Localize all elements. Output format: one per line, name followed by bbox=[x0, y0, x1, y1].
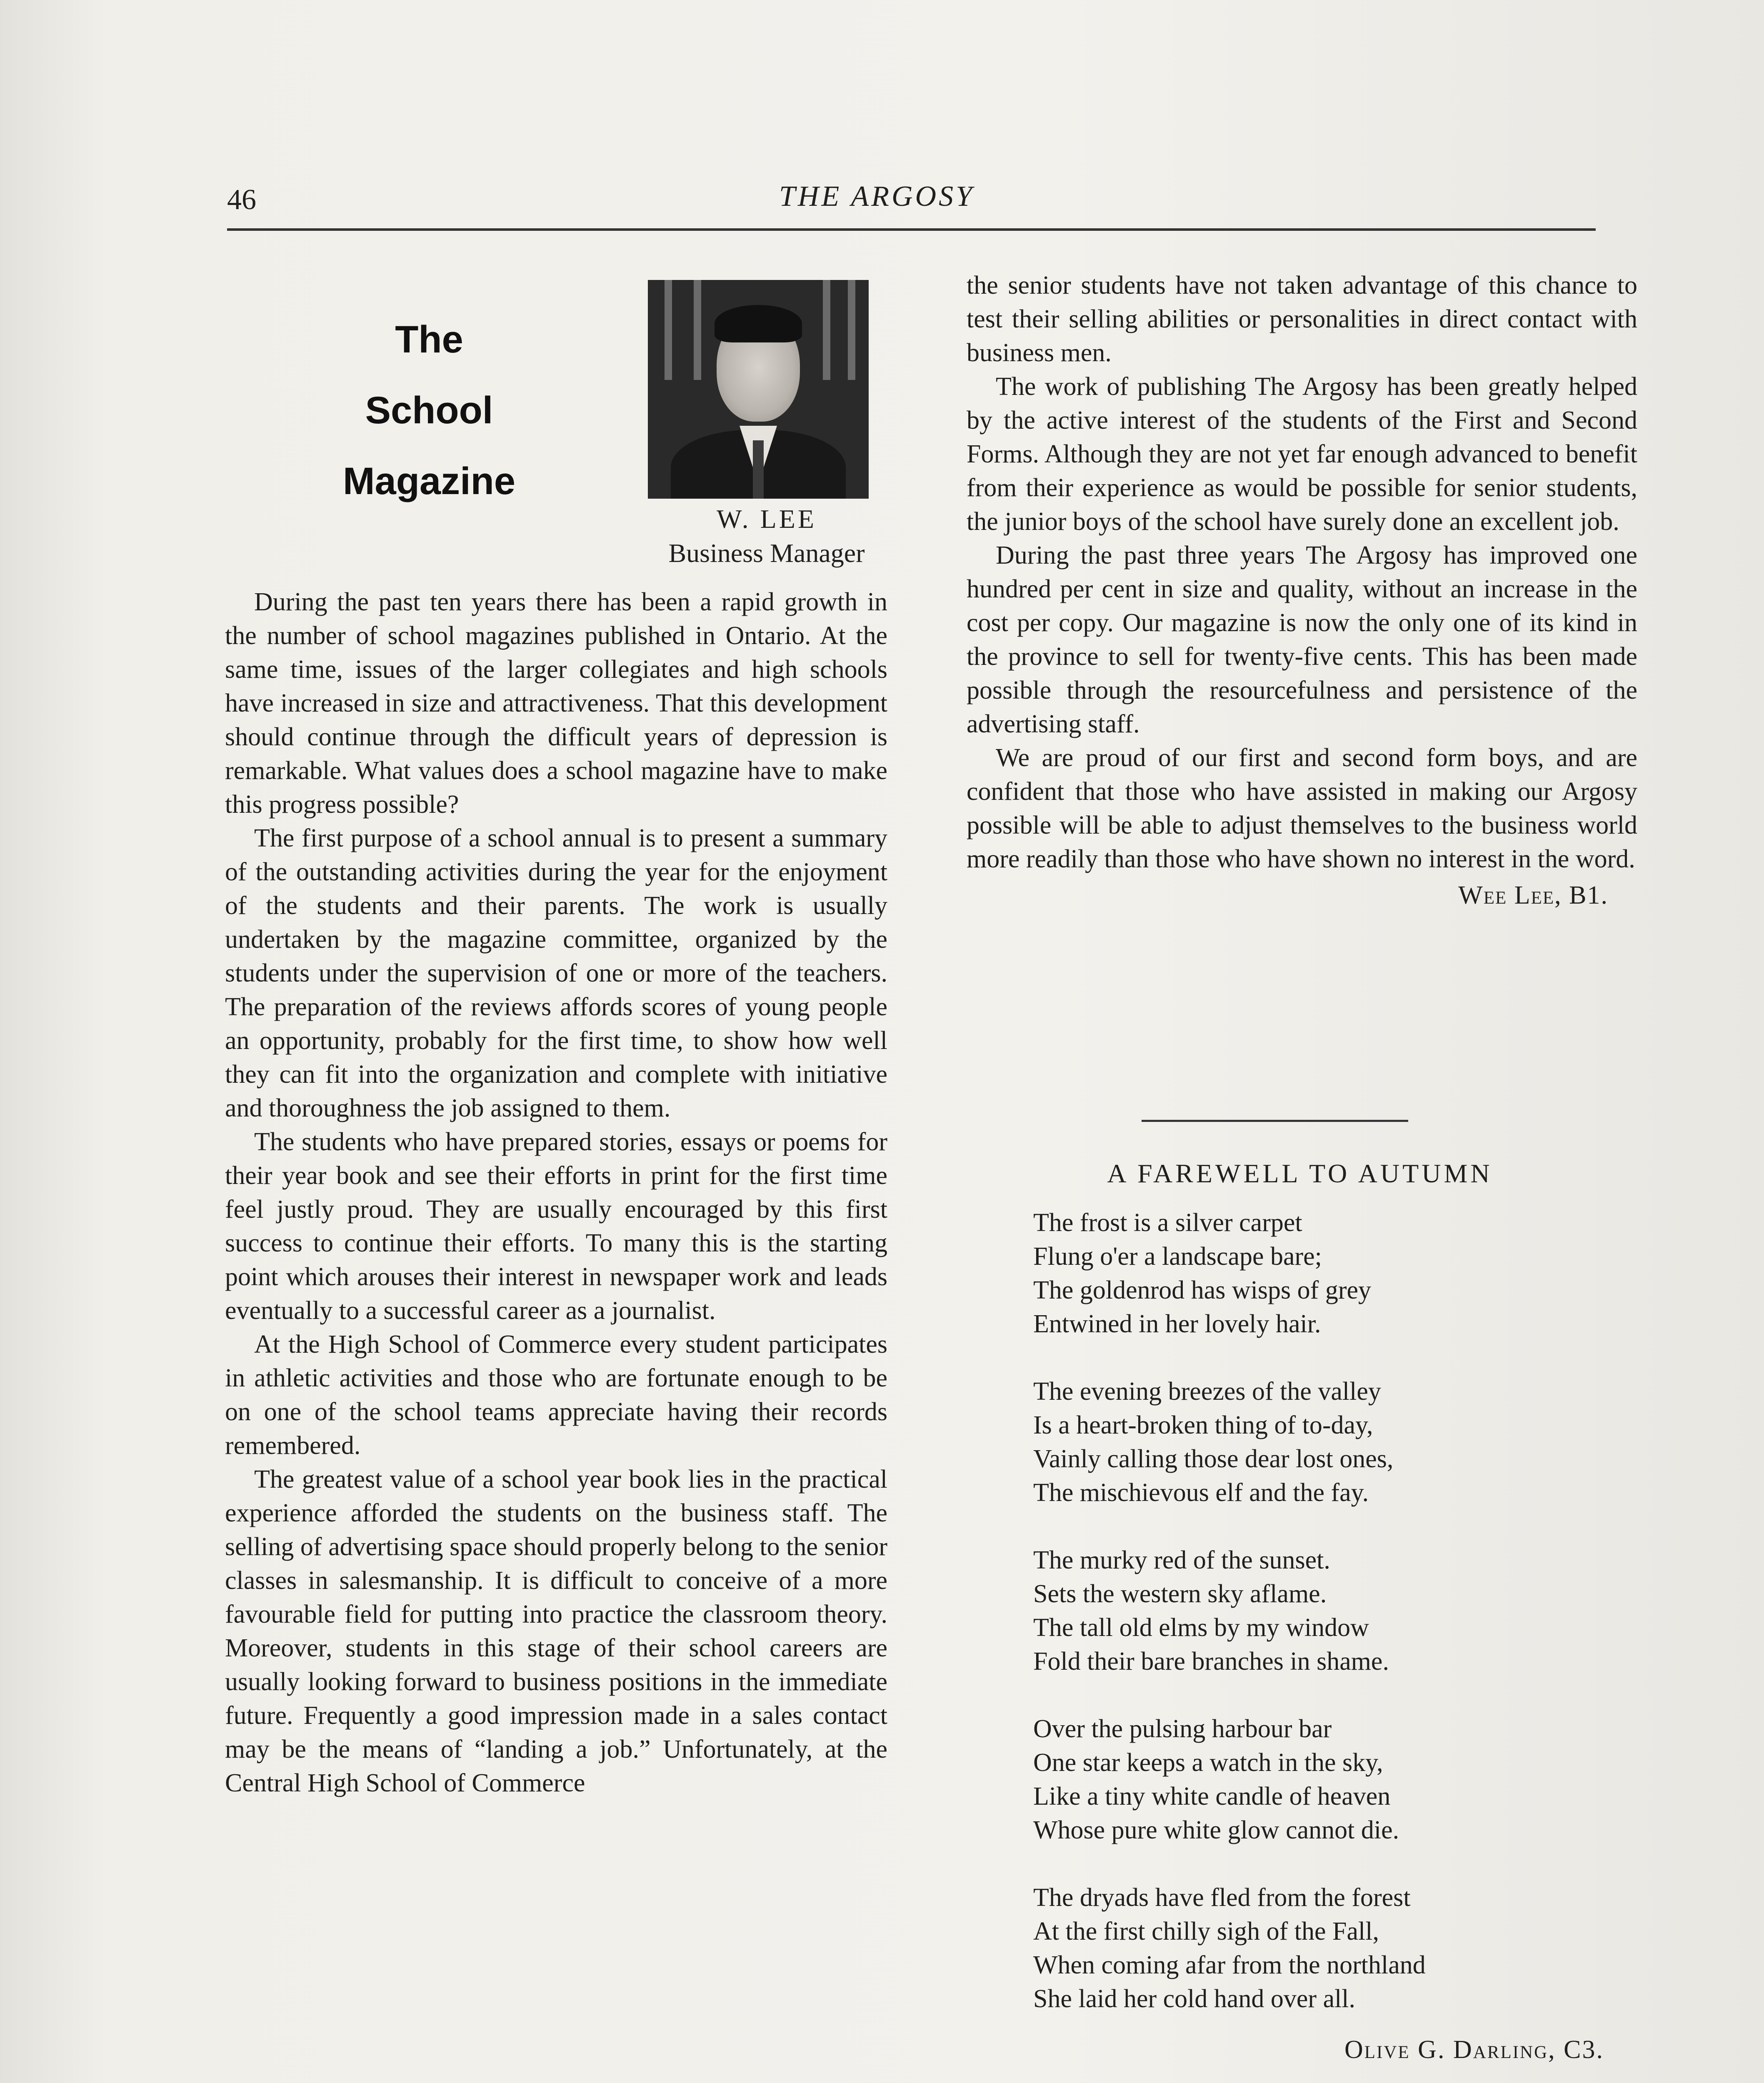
poem-line: She laid her cold hand over all. bbox=[1033, 1985, 1356, 2013]
caption-role: Business Manager bbox=[668, 538, 865, 568]
poem-line: Like a tiny white candle of heaven bbox=[1033, 1782, 1391, 1811]
photo-bookshelf bbox=[694, 280, 701, 380]
poem-title: A FAREWELL TO AUTUMN bbox=[1107, 1159, 1493, 1188]
portrait-photo bbox=[648, 280, 869, 499]
article-title bbox=[300, 304, 558, 517]
poem-line: Vainly calling those dear lost ones, bbox=[1033, 1445, 1394, 1473]
photo-bookshelf bbox=[848, 280, 855, 380]
paragraph: At the High School of Commerce every student participates in athletic activities and those who are fortunate enough to be on one of the school teams appreciate having their records remembered. bbox=[225, 1330, 887, 1460]
photo-caption bbox=[642, 502, 892, 570]
poem-line: Entwined in her lovely hair. bbox=[1033, 1310, 1321, 1338]
poem-line: Flung o'er a landscape bare; bbox=[1033, 1242, 1322, 1271]
photo-hair bbox=[715, 305, 802, 342]
page-number: 46 bbox=[227, 184, 256, 216]
poem-line: When coming afar from the northland bbox=[1033, 1951, 1426, 1979]
poem-line: One star keeps a watch in the sky, bbox=[1033, 1748, 1383, 1777]
poem-line: Over the pulsing harbour bar bbox=[1033, 1715, 1332, 1743]
poem-signature: Olive G. Darling, C3. bbox=[1344, 2036, 1604, 2064]
paragraph: The students who have prepared stories, essays or poems for their year book and see their efforts in print for the first time feel justly proud. They are usually encouraged by this first success to continue their efforts. To many this is the starting point which arouses their interest in newspaper work and leads eventually to a successful career as a journalist. bbox=[225, 1128, 887, 1325]
poem-line: At the first chilly sigh of the Fall, bbox=[1033, 1917, 1379, 1946]
poem-line: The dryads have fled from the forest bbox=[1033, 1883, 1411, 1912]
article-signature: Wee Lee, B1. bbox=[1458, 881, 1608, 909]
photo-bookshelf bbox=[823, 280, 830, 380]
poem-stanza bbox=[1033, 1712, 1617, 1847]
poem-line: The murky red of the sunset. bbox=[1033, 1546, 1330, 1574]
article-title-line: Magazine bbox=[342, 460, 516, 502]
poem-stanza bbox=[1033, 1206, 1617, 1341]
header-rule bbox=[227, 228, 1596, 231]
running-header-title: THE ARGOSY bbox=[779, 180, 975, 212]
paragraph: We are proud of our first and second form boys, and are confident that those who have assisted in making our Argosy possible will be able to adjust themselves to the business world more readily than those who have shown no interest in the word. bbox=[967, 744, 1637, 873]
paragraph: During the past ten years there has been a rapid growth in the number of school magazines published in Ontario. At the same time, issues of the larger collegiates and high schools have increased in size and attractiveness. That this development should continue through the difficult years of depression is remarkable. What values does a school magazine have to make this progress possible? bbox=[225, 588, 887, 819]
paragraph: During the past three years The Argosy has improved one hundred per cent in size and quality, without an increase in the cost per copy. Our magazine is now the only one of its kind in the province to sell for twenty-five cents. This has been made possible through the resourcefulness and persistence of the advertising staff. bbox=[967, 541, 1637, 738]
right-column bbox=[967, 269, 1637, 912]
poem-line: The goldenrod has wisps of grey bbox=[1033, 1276, 1371, 1304]
poem-line: The mischievous elf and the fay. bbox=[1033, 1479, 1369, 1507]
paragraph: The greatest value of a school year book lies in the practical experience afforded the students on the business staff. The selling of advertising space should properly belong to the senior classes in salesmanship. It is difficult to conceive of a more favourable field for putting into practice the classroom theory. Moreover, students in this stage of their school careers are usually looking forward to business positions in the immediate future. Frequently a good impression made in a sales contact may be the means of “landing a job.” Unfortunately, at the Central High School of Commerce bbox=[225, 1465, 887, 1797]
photo-bookshelf bbox=[665, 280, 672, 380]
poem-body bbox=[1033, 1206, 1617, 2050]
paragraph-continuation: the senior students have not taken advantage of this chance to test their selling abilities or personalities in direct contact with business men. bbox=[967, 271, 1637, 367]
poem-line: The evening breezes of the valley bbox=[1033, 1377, 1381, 1406]
poem-line: Sets the western sky aflame. bbox=[1033, 1580, 1327, 1608]
poem-stanza bbox=[1033, 1881, 1617, 2016]
article-title-line: School bbox=[365, 389, 493, 432]
poem-line: The tall old elms by my window bbox=[1033, 1613, 1369, 1642]
poem-line: Whose pure white glow cannot die. bbox=[1033, 1816, 1399, 1844]
poem-stanza bbox=[1033, 1375, 1617, 1510]
caption-name: W. LEE bbox=[717, 504, 817, 534]
poem-line: The frost is a silver carpet bbox=[1033, 1209, 1302, 1237]
poem-line: Fold their bare branches in shame. bbox=[1033, 1647, 1389, 1676]
poem-line: Is a heart-broken thing of to-day, bbox=[1033, 1411, 1373, 1439]
poem-stanza bbox=[1033, 1544, 1617, 1678]
left-column bbox=[225, 585, 887, 1800]
section-divider bbox=[1142, 1120, 1408, 1122]
photo-tie bbox=[753, 440, 764, 499]
paragraph: The first purpose of a school annual is to present a summary of the outstanding activities during the year for the enjoyment of the students and their parents. The work is usually undertaken by the magazine committee, organized by the students under the supervision of one or more of the teachers. The preparation of the reviews affords scores of young people an opportunity, probably for the first time, to show how well they can fit into the organization and complete with initiative and thoroughness the job assigned to them. bbox=[225, 824, 887, 1122]
article-title-line: The bbox=[395, 318, 463, 361]
paragraph: The work of publishing The Argosy has been greatly helped by the active interest of the students of the First and Second Forms. Although they are not yet far enough advanced to benefit from their experience as would be possible for senior students, the junior boys of the school have surely done an excellent job. bbox=[967, 372, 1637, 536]
